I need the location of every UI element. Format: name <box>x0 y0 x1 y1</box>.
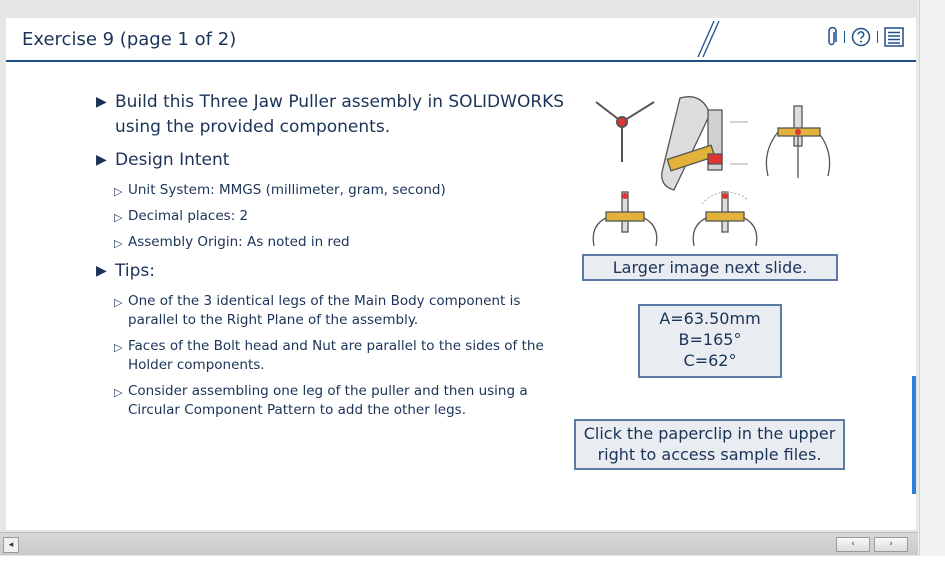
puller-illustrations <box>582 92 844 248</box>
bullet-tip-legs: ▷ One of the 3 identical legs of the Main Body component is parallel to the Right Plane of the assembly. <box>114 293 521 328</box>
header-toolbar <box>826 27 904 47</box>
bullet-arrow-icon: ▶ <box>96 152 107 168</box>
bullet-arrow-icon: ▶ <box>96 94 107 110</box>
sub-bullet-arrow-icon: ▷ <box>114 386 123 399</box>
puller-section-view <box>662 97 748 190</box>
bullet-unit-system: ▷ Unit System: MMGS (millimeter, gram, second) <box>96 181 566 200</box>
bullet-decimal-places: ▷ Decimal places: 2 <box>96 207 566 226</box>
sub-bullet-arrow-icon: ▷ <box>114 341 123 354</box>
sub-bullet-arrow-icon: ▷ <box>114 211 123 224</box>
volume-icon[interactable]: ◂ <box>3 537 19 553</box>
window-edge-line <box>919 0 920 576</box>
dimension-a: A=63.50mm <box>659 309 761 328</box>
bullet-tips: ▶ Tips: <box>96 259 566 284</box>
puller-iso-view-2 <box>593 192 657 246</box>
bullet-build: ▶ Build this Three Jaw Puller assembly in SOLIDWORKS using the provided components. <box>96 92 565 137</box>
player-controls <box>0 532 918 555</box>
window-edge <box>918 0 945 576</box>
bullet-arrow-icon: ▶ <box>96 263 107 279</box>
help-icon[interactable] <box>851 27 871 47</box>
paperclip-hint-line-2: right to access sample files. <box>597 445 822 464</box>
bullet-assembly-origin: ▷ Assembly Origin: As noted in red <box>96 233 566 252</box>
paperclip-icon[interactable] <box>826 27 838 47</box>
bullet-design-intent: ▶ Design Intent <box>96 148 566 173</box>
slide-header <box>6 18 916 62</box>
paperclip-hint-box <box>574 419 845 470</box>
header-slash-decoration <box>694 20 722 58</box>
dimension-c: C=62° <box>683 351 737 370</box>
puller-iso-view-1 <box>766 106 829 178</box>
bullet-tip-pattern: ▷ Consider assembling one leg of the puller and then using a Circular Component Pattern to add the other legs. <box>114 383 528 418</box>
slide <box>6 18 916 530</box>
previous-slide-button[interactable]: ‹ <box>836 537 870 552</box>
sub-bullet-arrow-icon: ▷ <box>114 296 123 309</box>
puller-iso-view-3 <box>693 192 757 246</box>
larger-image-note: Larger image next slide. <box>582 254 838 281</box>
toolbar-separator <box>844 31 845 43</box>
page-title: Exercise 9 (page 1 of 2) <box>22 29 237 50</box>
sub-bullet-arrow-icon: ▷ <box>114 237 123 250</box>
next-slide-button[interactable]: › <box>874 537 908 552</box>
toolbar-separator <box>877 31 878 43</box>
dimension-b: B=165° <box>678 330 742 349</box>
sub-bullet-arrow-icon: ▷ <box>114 185 123 198</box>
dimensions-box <box>638 304 782 378</box>
scrollbar-thumb[interactable] <box>912 376 916 494</box>
paperclip-hint-line-1: Click the paperclip in the upper <box>583 424 836 443</box>
menu-list-icon[interactable] <box>884 27 904 47</box>
puller-top-view <box>596 102 654 162</box>
bullet-list <box>96 90 566 427</box>
bullet-tip-faces: ▷ Faces of the Bolt head and Nut are parallel to the sides of the Holder components. <box>114 338 544 373</box>
window-bottom-edge <box>0 556 945 576</box>
